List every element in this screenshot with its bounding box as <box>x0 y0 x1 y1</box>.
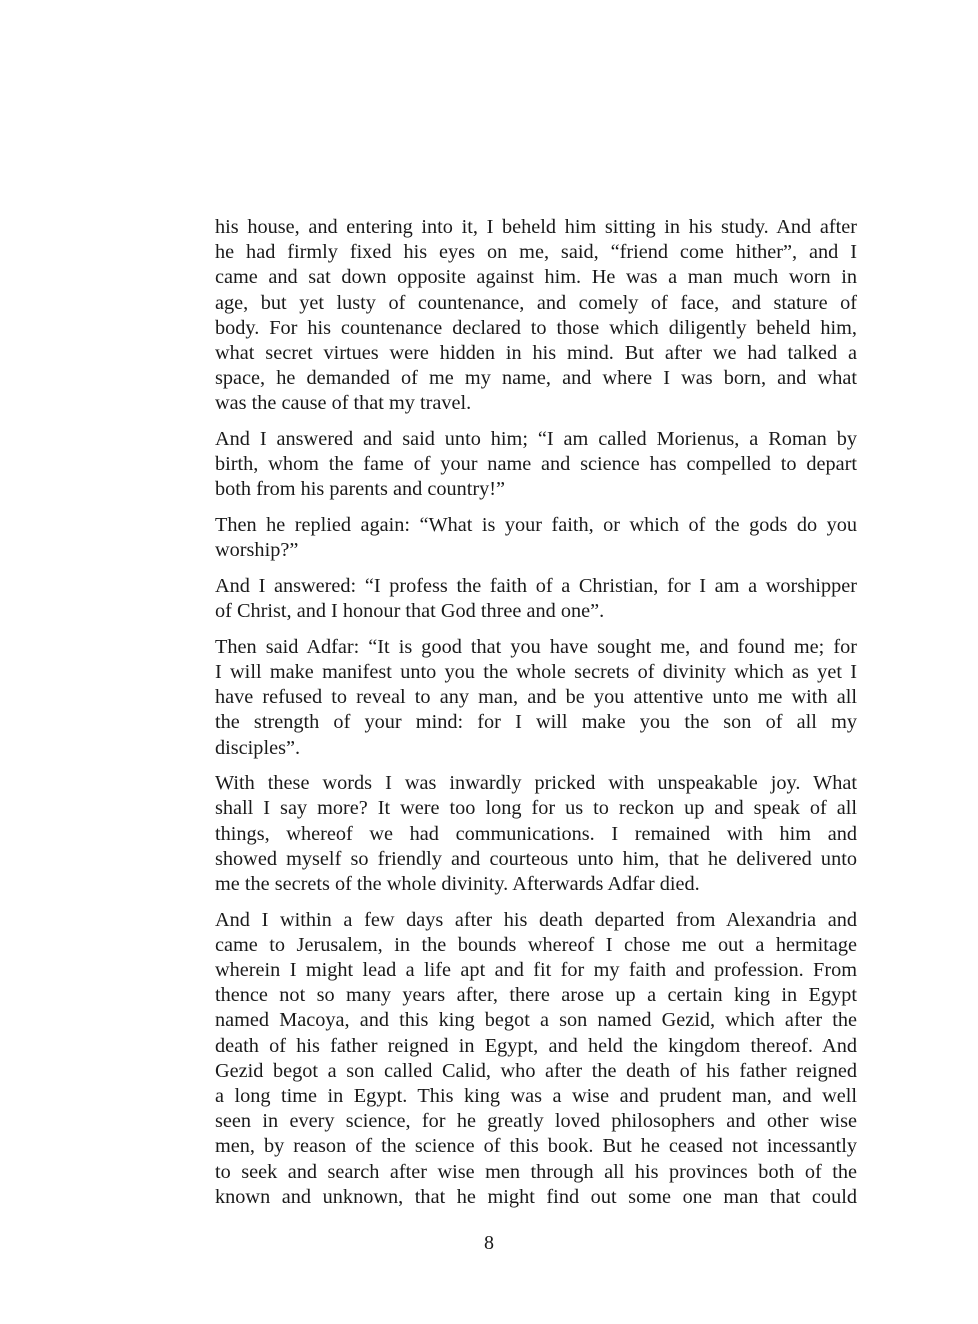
text-line: And I within a few days after his death departed from Alexandria and <box>215 908 857 931</box>
text-line: to seek and search after wise men through all his provinces both of the <box>215 1160 857 1183</box>
text-line: what secret virtues were hidden in his mind. But after we had talked a <box>215 341 857 364</box>
page-number: 8 <box>484 1232 494 1254</box>
text-line: thence not so many years after, there arose up a certain king in Egypt <box>215 984 857 1007</box>
text-line: death of his father reigned in Egypt, and held the kingdom thereof. And <box>215 1034 857 1057</box>
text-line: space, he demanded of me my name, and where I was born, and what <box>215 367 857 390</box>
text-line: a long time in Egypt. This king was a wise and prudent man, and well <box>215 1085 857 1107</box>
text-line: Then said Adfar: “It is good that you have sought me, and found me; for <box>215 635 857 658</box>
text-line: known and unknown, that he might find out some one man that could <box>215 1185 857 1208</box>
text-line: worship?” <box>215 539 299 562</box>
text-line: wherein I might lead a life apt and fit for my faith and profession. From <box>215 959 857 982</box>
text-line: body. For his countenance declared to those which diligently beheld him, <box>215 316 857 339</box>
text-line: was the cause of that my travel. <box>215 392 472 415</box>
text-line: named Macoya, and this king begot a son named Gezid, which after the <box>215 1009 857 1032</box>
paragraph <box>215 215 857 417</box>
text-line: And I answered and said unto him; “I am called Morienus, a Roman by <box>215 428 857 450</box>
text-line: I will make manifest unto you the whole secrets of divinity which as yet I <box>215 661 857 683</box>
text-line: came and sat down opposite against him. He was a man much worn in <box>215 266 857 289</box>
text-line: came to Jerusalem, in the bounds whereof I chose me out a hermitage <box>215 933 857 956</box>
text-line: me the secrets of the whole divinity. Afterwards Adfar died. <box>215 873 700 895</box>
text-line: With these words I was inwardly pricked with unspeakable joy. What <box>215 772 857 795</box>
text-line: age, but yet lusty of countenance, and comely of face, and stature of <box>215 291 857 314</box>
text-line: birth, whom the fame of your name and science has compelled to depart <box>215 453 857 476</box>
text-line: Then he replied again: “What is your faith, or which of the gods do you <box>215 514 857 537</box>
paragraph <box>215 574 857 624</box>
text-line: of Christ, and I honour that God three and one”. <box>215 600 605 623</box>
body-text <box>215 215 857 1220</box>
text-line: showed myself so friendly and courteous unto him, that he delivered unto <box>215 847 857 870</box>
paragraph <box>215 635 857 761</box>
text-line: the strength of your mind: for I will make you the son of all my <box>215 711 857 734</box>
text-line: Gezid begot a son called Calid, who after the death of his father reigned <box>215 1059 857 1082</box>
paragraph <box>215 427 857 503</box>
paragraph <box>215 771 857 897</box>
text-line: shall I say more? It were too long for us to reckon up and speak of all <box>215 797 857 820</box>
text-line: men, by reason of the science of this book. But he ceased not incessantly <box>215 1135 857 1158</box>
text-line: And I answered: “I profess the faith of a Christian, for I am a worshipper <box>215 574 857 597</box>
text-line: disciples”. <box>215 736 301 759</box>
text-line: things, whereof we had communications. I remained with him and <box>215 822 857 845</box>
text-line: have refused to reveal to any man, and be you attentive unto me with all <box>215 686 857 709</box>
text-line: his house, and entering into it, I beheld him sitting in his study. And after <box>215 216 857 238</box>
text-line: he had firmly fixed his eyes on me, said, “friend come hither”, and I <box>215 241 857 264</box>
text-line: both from his parents and country!” <box>215 478 506 501</box>
paragraph <box>215 908 857 1210</box>
paragraph <box>215 513 857 563</box>
text-line: seen in every science, for he greatly loved philosophers and other wise <box>215 1110 857 1133</box>
